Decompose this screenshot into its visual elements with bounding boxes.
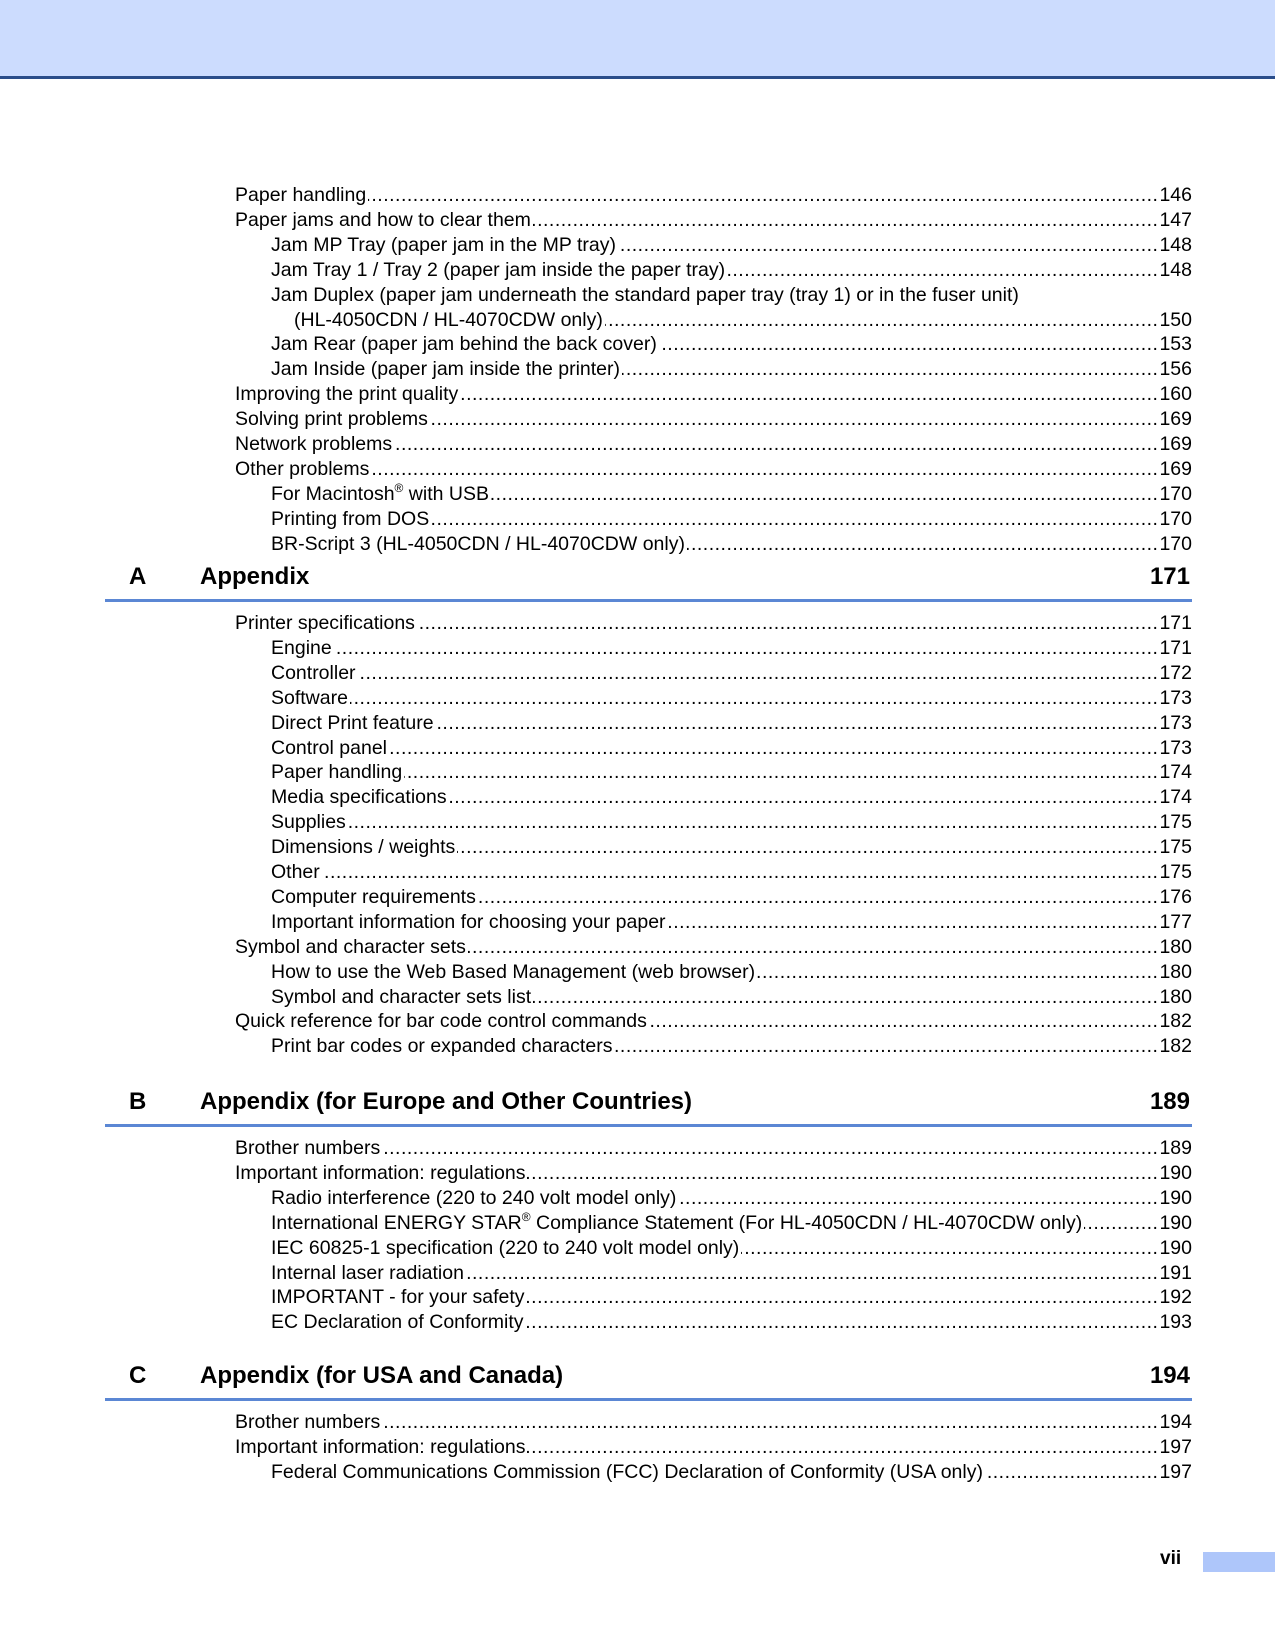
toc-entry[interactable]: [235, 1009, 1192, 1034]
toc-entry-title: [235, 1136, 382, 1161]
toc-entry-text: Control panel: [271, 736, 387, 759]
toc-entry-title: [271, 711, 436, 736]
toc-entry-title: [271, 910, 668, 935]
toc-entry[interactable]: [271, 636, 1192, 661]
toc-entry-title: [271, 1236, 741, 1261]
toc-entry[interactable]: [271, 711, 1192, 736]
toc-entry[interactable]: [271, 1034, 1192, 1059]
toc-entry-title: [294, 308, 605, 333]
toc-entry-text: International ENERGY STAR: [271, 1211, 522, 1234]
toc-entry-text: Jam MP Tray (paper jam in the MP tray): [271, 233, 616, 256]
toc-entry-text: Media specifications: [271, 786, 447, 809]
toc-entry[interactable]: [271, 686, 1192, 711]
toc-entry-page: 150: [1159, 308, 1192, 331]
dot-leader: [478, 885, 1159, 910]
toc-entry-page: 170: [1159, 507, 1192, 530]
toc-entry-title: [271, 1285, 527, 1310]
toc-entry-text: Jam Duplex (paper jam underneath the standard paper tray (tray 1) or in the fuser unit): [271, 283, 1019, 306]
dot-leader: [741, 1236, 1158, 1261]
toc-entry-text: Improving the print quality: [235, 383, 459, 406]
toc-entry-title: [271, 258, 727, 283]
toc-entry[interactable]: [235, 382, 1192, 407]
toc-entry-page: 180: [1159, 935, 1192, 958]
toc-entry-text: Federal Communications Commission (FCC) Declaration of Conformity (USA only): [271, 1460, 983, 1483]
toc-entry-title: [235, 432, 394, 457]
toc-entry-page: 148: [1159, 258, 1192, 281]
toc-entry[interactable]: [271, 1310, 1192, 1335]
toc-entry-title: [271, 482, 491, 507]
toc-entry-page: 169: [1159, 433, 1192, 455]
toc-entry[interactable]: [271, 1261, 1192, 1286]
toc-entry-title: [235, 1410, 382, 1435]
toc-entry-title: [271, 1211, 1084, 1236]
toc-entry[interactable]: [271, 233, 1192, 258]
dot-leader: [404, 760, 1158, 785]
toc-entry[interactable]: [271, 357, 1192, 382]
toc-entry[interactable]: [271, 1460, 1192, 1485]
dot-leader: [394, 432, 1158, 457]
dot-leader: [417, 611, 1159, 636]
toc-entry[interactable]: [235, 1161, 1192, 1186]
dot-leader: [368, 183, 1158, 208]
toc-entry-text: IEC 60825-1 specification (220 to 240 volt model only): [271, 1236, 740, 1259]
footer-tab: [1203, 1552, 1275, 1572]
toc-entry-title: [235, 1009, 649, 1034]
toc-entry-page: 160: [1159, 383, 1192, 406]
toc-entry-text: IMPORTANT - for your safety: [271, 1286, 525, 1309]
toc-entry-text: Jam Rear (paper jam behind the back cover): [271, 333, 657, 356]
toc-entry-text: Brother numbers: [235, 1137, 381, 1159]
dot-leader: [1084, 1211, 1158, 1236]
toc-entry-title: [271, 332, 659, 357]
toc-entry-title: [271, 532, 687, 557]
chapter-letter: A: [129, 563, 147, 590]
chapter-page: 171: [1149, 563, 1190, 590]
toc-entry-page: 197: [1159, 1460, 1192, 1483]
toc-entry-text: Network problems: [235, 433, 393, 455]
chapter-letter: C: [129, 1362, 147, 1389]
toc-entry-page: 156: [1159, 358, 1192, 381]
toc-entry[interactable]: [271, 258, 1192, 283]
chapter-title: Appendix: [200, 563, 310, 590]
toc-entry[interactable]: [294, 308, 1192, 333]
toc-entry-page: 173: [1159, 711, 1192, 734]
toc-entry-text: Quick reference for bar code control commands: [235, 1010, 647, 1033]
toc-entry-title: [271, 1310, 526, 1335]
toc-entry-title: [235, 457, 371, 482]
toc-entry-title: [235, 1435, 527, 1460]
dot-leader: [371, 457, 1158, 482]
toc-entry[interactable]: [271, 835, 1192, 860]
toc-entry-page: 180: [1159, 960, 1192, 983]
toc-entry-text: Supplies: [271, 811, 346, 834]
toc-entry-page: 182: [1159, 1010, 1192, 1033]
toc-entry-title: [271, 283, 1021, 308]
toc-entry-page: 173: [1159, 736, 1192, 759]
toc-entry[interactable]: [271, 283, 1192, 308]
dot-leader: [491, 482, 1158, 507]
toc-entry[interactable]: [235, 183, 1192, 208]
toc-entry-page: 171: [1159, 636, 1192, 659]
registered-mark: ®: [521, 1209, 531, 1224]
page-number: vii: [1160, 1548, 1182, 1569]
toc-entry-text: Solving print problems: [235, 408, 428, 431]
toc-entry-title: [271, 1034, 614, 1059]
toc-entry-page: 172: [1159, 661, 1192, 684]
toc-entry-page: 177: [1159, 910, 1192, 933]
toc-entry-text: Other: [271, 861, 320, 883]
toc-entry[interactable]: [235, 208, 1192, 233]
dot-leader: [389, 736, 1158, 761]
toc-entry[interactable]: [235, 611, 1192, 636]
toc-entry-page: 175: [1159, 836, 1192, 859]
dot-leader: [687, 532, 1158, 557]
toc-entry-text: Paper jams and how to clear them: [235, 208, 531, 231]
toc-entry[interactable]: [235, 407, 1192, 432]
toc-entry-page: 175: [1159, 861, 1192, 883]
toc-entry-page: 190: [1159, 1236, 1192, 1259]
chapter-page: 194: [1149, 1362, 1190, 1389]
chapter-heading[interactable]: [105, 1084, 1192, 1127]
chapter-heading[interactable]: [105, 559, 1192, 602]
chapter-heading[interactable]: [105, 1358, 1192, 1401]
toc-entry-title: [271, 357, 622, 382]
dot-leader: [527, 1285, 1159, 1310]
toc-entry-page: 182: [1159, 1035, 1192, 1058]
dot-leader: [659, 332, 1159, 357]
toc-entry-text: EC Declaration of Conformity: [271, 1311, 524, 1334]
toc-entry-text: Computer requirements: [271, 885, 476, 908]
toc-entry-text: Brother numbers: [235, 1411, 381, 1433]
dot-leader: [526, 1310, 1159, 1335]
toc-entry-title: [271, 233, 618, 258]
toc-entry-page: 190: [1159, 1211, 1192, 1234]
dot-leader: [527, 1161, 1158, 1186]
chapter-letter: B: [129, 1088, 147, 1115]
toc-entry-title: [271, 661, 358, 686]
toc-entry-title: [235, 208, 533, 233]
toc-entry-text: Engine: [271, 636, 332, 659]
toc-entry-text: For Macintosh: [271, 482, 395, 505]
toc-entry-text: Symbol and character sets list: [271, 985, 532, 1008]
toc-entry-title: [271, 1460, 985, 1485]
toc-entry[interactable]: [271, 760, 1192, 785]
toc-entry-text: Software: [271, 686, 348, 709]
dot-leader: [757, 960, 1158, 985]
dot-leader: [527, 1435, 1158, 1460]
dot-leader: [466, 1261, 1159, 1286]
toc-entry-title: [271, 686, 350, 711]
toc-entry-text: Printer specifications: [235, 612, 415, 634]
toc-entry-page: 148: [1159, 233, 1192, 256]
toc-entry-title: [271, 736, 389, 761]
toc-entry-page: 180: [1159, 985, 1192, 1008]
toc-entry-text: Print bar codes or expanded characters: [271, 1035, 613, 1058]
toc-entry-title: [271, 507, 431, 532]
toc-entry-title: [271, 1261, 466, 1286]
toc-entry-page: 190: [1159, 1186, 1192, 1209]
toc-entry-page: 147: [1159, 208, 1192, 231]
dot-leader: [436, 711, 1159, 736]
toc-entry-text: (HL-4050CDN / HL-4070CDW only): [294, 308, 603, 331]
dot-leader: [614, 1034, 1158, 1059]
toc-entry-page: 174: [1159, 761, 1192, 784]
toc-entry-page: 197: [1159, 1435, 1192, 1458]
toc-entry[interactable]: [271, 885, 1192, 910]
toc-entry[interactable]: [235, 1435, 1192, 1460]
toc-entry-page: 175: [1159, 811, 1192, 834]
toc-entry-page: 176: [1159, 885, 1192, 908]
toc-entry-text: Controller: [271, 661, 356, 684]
registered-mark: ®: [394, 480, 404, 495]
toc-entry-title: [271, 1186, 678, 1211]
dot-leader: [605, 308, 1159, 333]
toc-entry-title: [235, 382, 460, 407]
dot-leader: [618, 233, 1158, 258]
dot-leader: [533, 208, 1159, 233]
toc-entry-text: Direct Print feature: [271, 711, 434, 734]
toc-entry-text: Paper handling: [235, 184, 367, 206]
toc-entry-title: [235, 407, 430, 432]
dot-leader: [668, 910, 1159, 935]
toc-entry-page: 173: [1159, 686, 1192, 709]
toc-entry[interactable]: [235, 432, 1192, 457]
dot-leader: [727, 258, 1158, 283]
toc-entry-text: Other problems: [235, 457, 370, 480]
toc-entry-text: How to use the Web Based Management (web browser): [271, 960, 756, 983]
toc-entry-text: Important information: regulations: [235, 1435, 526, 1458]
chapter-page: 189: [1149, 1088, 1190, 1115]
toc-entry-page: 194: [1159, 1411, 1192, 1433]
toc-entry-text: Internal laser radiation: [271, 1261, 464, 1284]
toc-entry-title: [271, 985, 533, 1010]
toc-entry[interactable]: [271, 482, 1192, 507]
toc-entry-page: 169: [1159, 408, 1192, 431]
toc-entry-title: [271, 860, 322, 885]
toc-entry[interactable]: [271, 910, 1192, 935]
dot-leader: [358, 661, 1159, 686]
dot-leader: [460, 382, 1158, 407]
dot-leader: [678, 1186, 1158, 1211]
toc-entry-title: [235, 935, 468, 960]
dot-leader: [533, 985, 1158, 1010]
chapter-title: Appendix (for Europe and Other Countries): [200, 1088, 693, 1115]
dot-leader: [431, 507, 1158, 532]
dot-leader: [468, 935, 1159, 960]
toc-entry-title: [271, 885, 478, 910]
toc-entry-title: [271, 810, 348, 835]
toc-entry-text: Jam Tray 1 / Tray 2 (paper jam inside the paper tray): [271, 258, 726, 281]
toc-entry[interactable]: [271, 860, 1192, 885]
toc-entry-text: Symbol and character sets: [235, 935, 466, 958]
toc-entry-page: 192: [1159, 1286, 1192, 1309]
toc-entry[interactable]: [271, 785, 1192, 810]
toc-entry-title: [235, 1161, 527, 1186]
toc-entry-page: 169: [1159, 457, 1192, 480]
toc-entry-text: Dimensions / weights: [271, 836, 456, 859]
dot-leader: [350, 686, 1159, 711]
toc-entry-title: [271, 636, 334, 661]
toc-entry[interactable]: [235, 457, 1192, 482]
toc-entry[interactable]: [271, 736, 1192, 761]
toc-entry-title: [271, 785, 449, 810]
page-header-band: [0, 0, 1275, 79]
toc-entry[interactable]: [271, 960, 1192, 985]
toc-entry-page: 174: [1159, 786, 1192, 809]
chapter-title: Appendix (for USA and Canada): [200, 1362, 564, 1389]
toc-entry[interactable]: [271, 810, 1192, 835]
toc-entry-text: Jam Inside (paper jam inside the printer): [271, 358, 620, 381]
toc-entry[interactable]: [235, 1410, 1192, 1435]
toc-entry[interactable]: [271, 532, 1192, 557]
dot-leader: [430, 407, 1159, 432]
toc-entry[interactable]: [271, 1236, 1192, 1261]
toc-entry-text: Paper handling: [271, 761, 403, 784]
dot-leader: [985, 1460, 1158, 1485]
toc-entry-page: 190: [1159, 1161, 1192, 1184]
toc-entry[interactable]: [235, 1136, 1192, 1161]
toc-entry-page: 146: [1159, 184, 1192, 206]
toc-entry-page: 170: [1159, 482, 1192, 505]
toc-entry-text: Important information: regulations: [235, 1161, 526, 1184]
toc-entry-text: Important information for choosing your paper: [271, 910, 666, 933]
toc-entry-page: 189: [1159, 1137, 1192, 1159]
toc-entry-text: BR-Script 3 (HL-4050CDN / HL-4070CDW only): [271, 532, 685, 555]
toc-entry[interactable]: [271, 332, 1192, 357]
toc-entry-text: Radio interference (220 to 240 volt model only): [271, 1186, 677, 1209]
dot-leader: [348, 810, 1159, 835]
toc-entry[interactable]: [271, 1186, 1192, 1211]
dot-leader: [449, 785, 1159, 810]
toc-entry[interactable]: [271, 507, 1192, 532]
dot-leader: [649, 1009, 1159, 1034]
toc-entry-title: [235, 183, 368, 208]
toc-entry-title: [235, 611, 417, 636]
toc-entry-title: [271, 960, 757, 985]
dot-leader: [334, 636, 1159, 661]
toc-entry[interactable]: [271, 1285, 1192, 1310]
toc-entry-page: 191: [1159, 1261, 1192, 1284]
toc-entry[interactable]: [235, 935, 1192, 960]
toc-entry-page: 170: [1159, 532, 1192, 555]
toc-entry-title: [271, 760, 404, 785]
dot-leader: [382, 1136, 1158, 1161]
toc-entry[interactable]: [271, 1211, 1192, 1236]
toc-entry[interactable]: [271, 661, 1192, 686]
toc-entry-page: 153: [1159, 333, 1192, 356]
dot-leader: [622, 357, 1158, 382]
dot-leader: [382, 1410, 1158, 1435]
toc-entry-text: Printing from DOS: [271, 507, 430, 530]
toc-entry-title: [271, 835, 457, 860]
dot-leader: [322, 860, 1159, 885]
toc-entry-text-continued: Compliance Statement (For HL-4050CDN / HL-4070CDW only): [530, 1211, 1083, 1234]
dot-leader: [457, 835, 1158, 860]
toc-entry-text-continued: with USB: [403, 482, 489, 505]
toc-entry[interactable]: [271, 985, 1192, 1010]
toc-entry-page: 193: [1159, 1311, 1192, 1334]
toc-entry-page: 171: [1159, 612, 1192, 634]
